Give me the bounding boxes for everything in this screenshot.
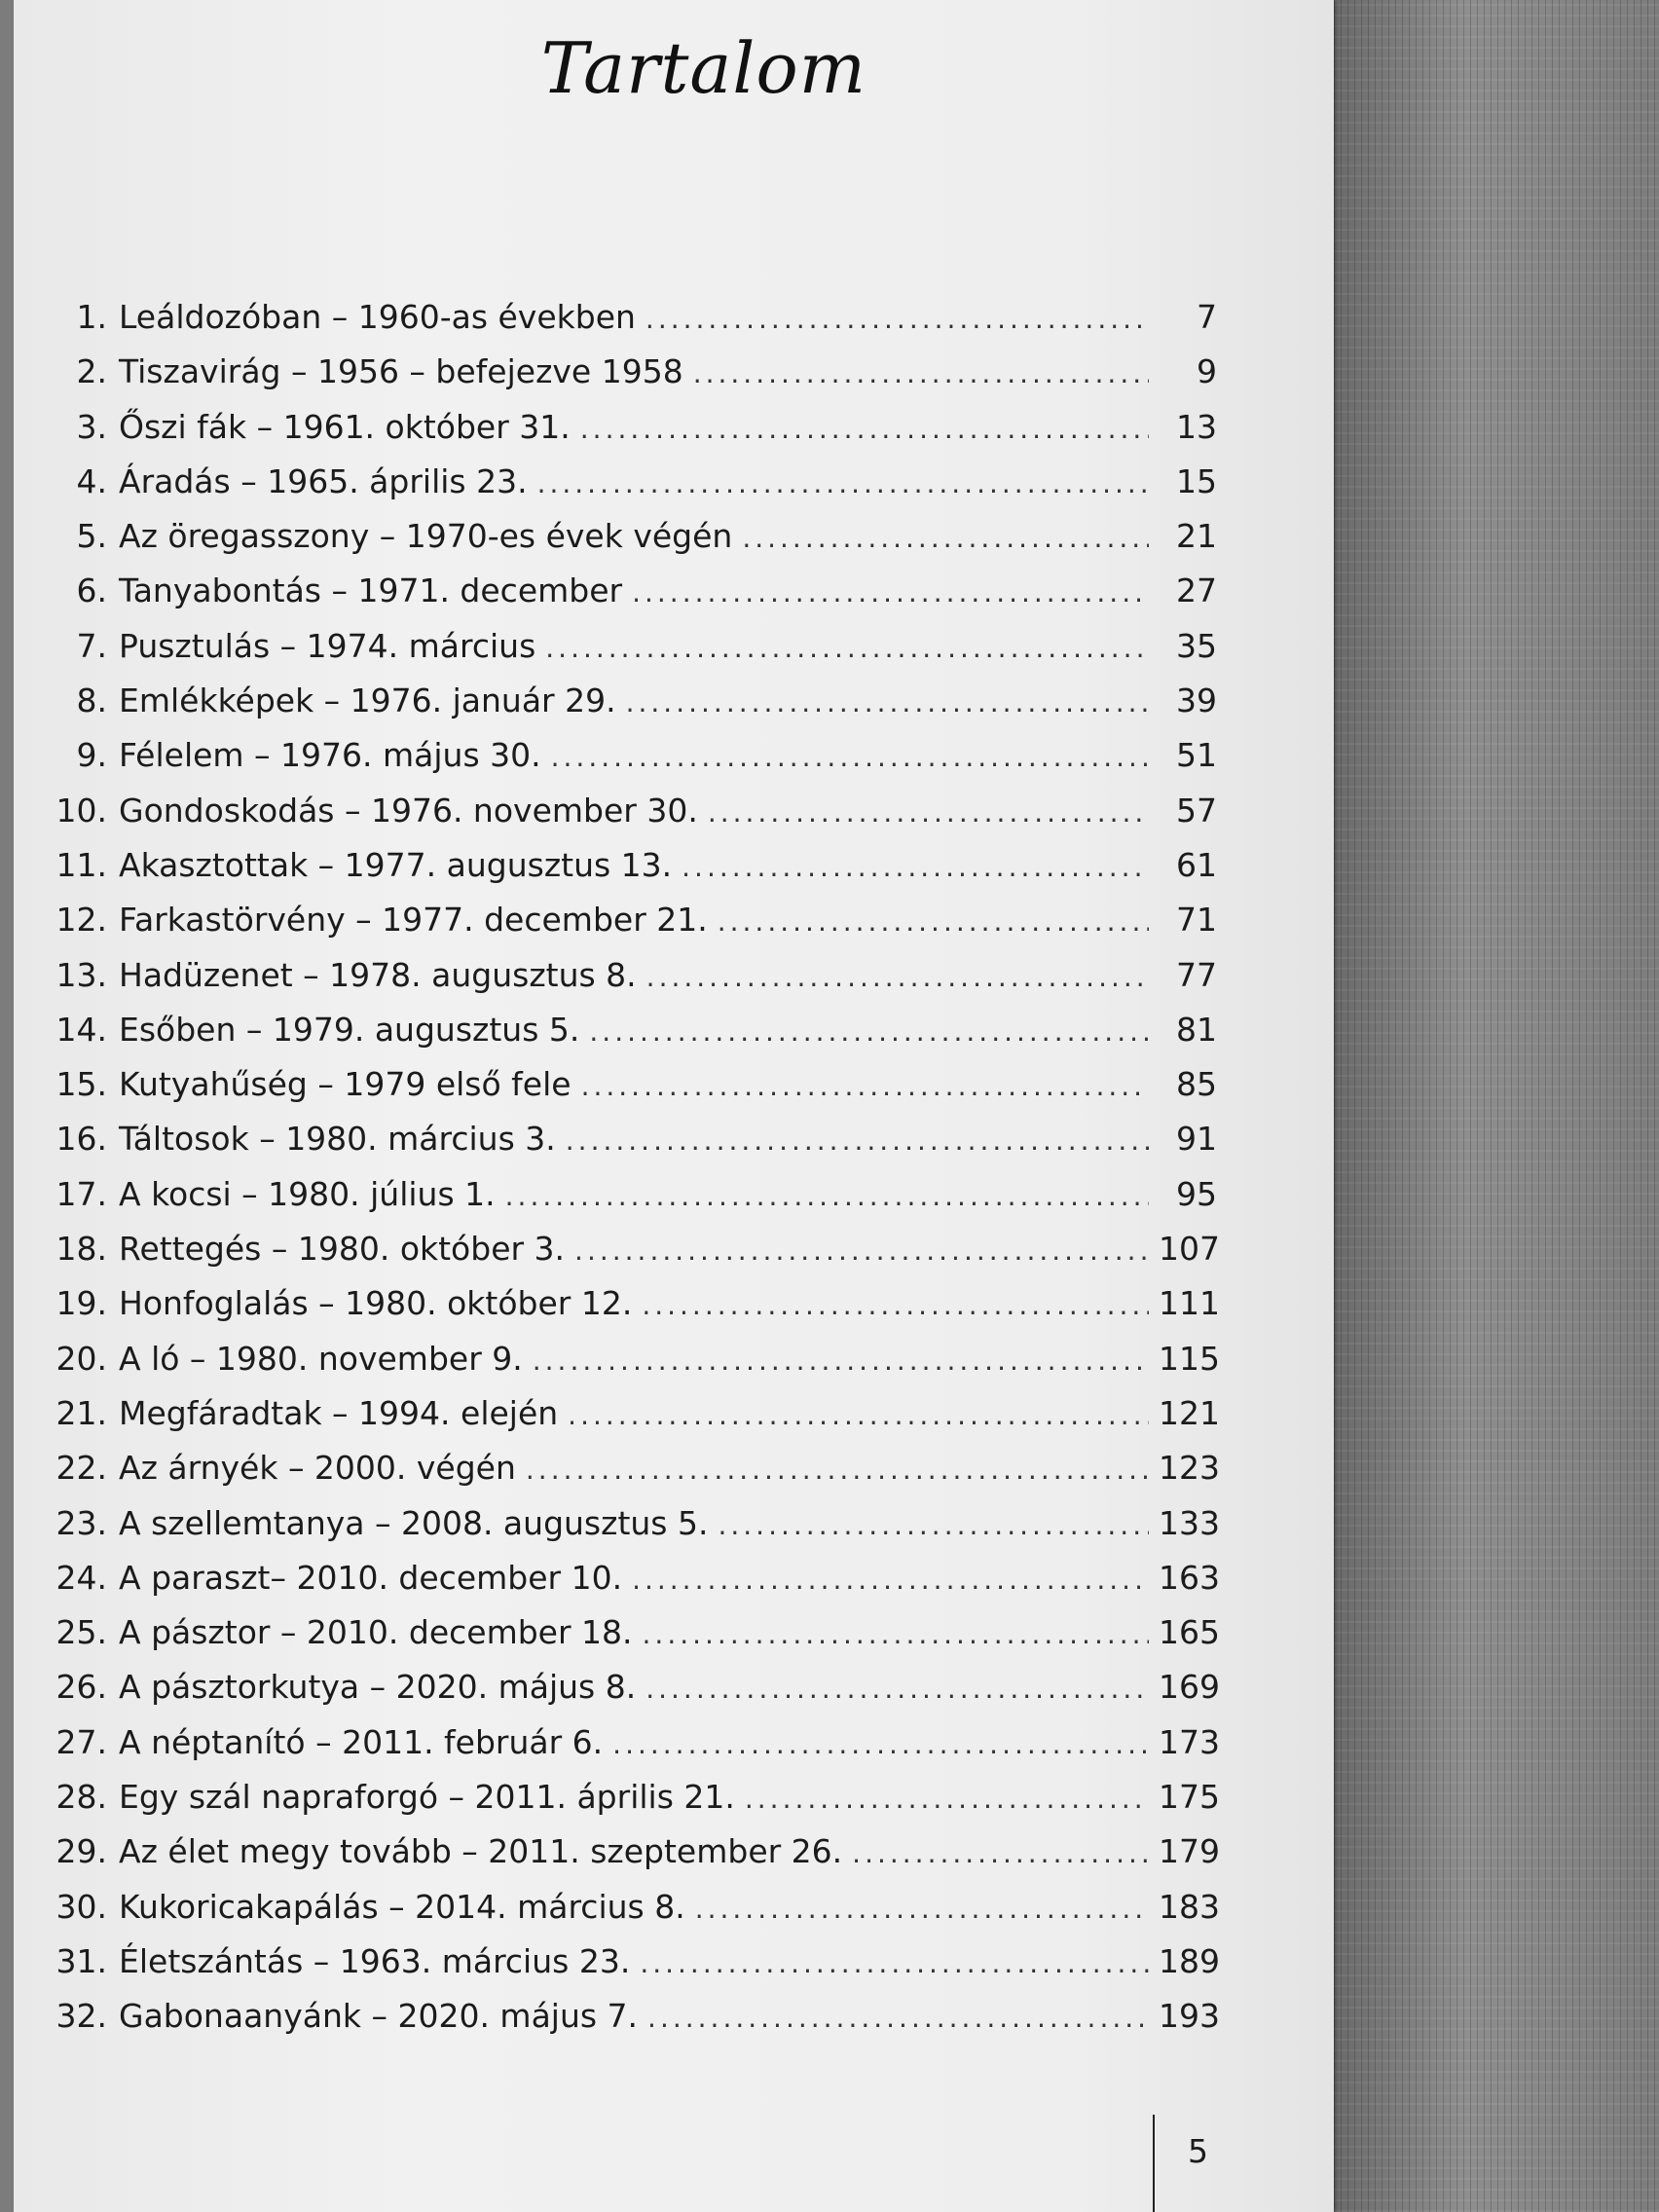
toc-entry-title: A pásztorkutya – 2020. május 8. xyxy=(119,1668,637,1707)
toc-dot-leader xyxy=(695,1893,1149,1925)
toc-entry xyxy=(39,462,1217,517)
toc-dot-leader xyxy=(718,1509,1149,1541)
toc-entry-number: 30. xyxy=(55,1887,107,1926)
toc-entry-number: 12. xyxy=(55,901,107,940)
toc-entry xyxy=(39,627,1217,682)
toc-entry-number: 22. xyxy=(55,1449,107,1488)
toc-entry-page: 39 xyxy=(1176,682,1217,720)
toc-entry xyxy=(39,1449,1220,1503)
toc-entry xyxy=(39,1503,1220,1559)
toc-dot-leader xyxy=(718,905,1149,938)
toc-entry-page: 85 xyxy=(1176,1065,1217,1104)
toc-entry-number: 26. xyxy=(55,1668,107,1707)
toc-entry xyxy=(39,682,1217,736)
toc-entry-title: Honfoglalás – 1980. október 12. xyxy=(119,1284,633,1323)
toc-entry-title: Életszántás – 1963. március 23. xyxy=(119,1941,631,1980)
toc-entry-page: 27 xyxy=(1176,571,1217,610)
toc-entry xyxy=(39,846,1217,901)
toc-entry-number: 31. xyxy=(55,1941,107,1980)
toc-entry-title: Hadüzenet – 1978. augusztus 8. xyxy=(119,955,637,994)
toc-dot-leader xyxy=(643,1618,1149,1650)
toc-entry-title: Esőben – 1979. augusztus 5. xyxy=(119,1010,580,1049)
toc-entry-title: Kukoricakapálás – 2014. március 8. xyxy=(119,1887,685,1926)
toc-entry-title: A ló – 1980. november 9. xyxy=(119,1339,523,1378)
toc-entry-number: 2. xyxy=(76,352,107,391)
toc-dot-leader xyxy=(551,741,1149,773)
toc-entry-number: 28. xyxy=(55,1778,107,1817)
toc-entry-number: 9. xyxy=(76,736,107,775)
toc-dot-leader xyxy=(589,1015,1149,1048)
toc-entry-number: 17. xyxy=(55,1174,107,1213)
toc-entry-number: 1. xyxy=(76,298,107,336)
toc-entry-title: Félelem – 1976. május 30. xyxy=(119,736,541,775)
toc-dot-leader xyxy=(693,357,1149,389)
toc-entry xyxy=(39,1941,1220,1997)
toc-entry-page: 13 xyxy=(1176,407,1217,446)
toc-dot-leader xyxy=(505,1180,1149,1212)
toc-dot-leader xyxy=(708,796,1149,829)
toc-entry-page: 175 xyxy=(1159,1778,1220,1817)
toc-entry xyxy=(39,901,1217,955)
toc-entry-page: 7 xyxy=(1197,298,1217,336)
toc-entry-number: 20. xyxy=(55,1339,107,1378)
toc-entry xyxy=(39,1230,1220,1284)
toc-entry-number: 14. xyxy=(55,1010,107,1049)
toc-entry xyxy=(39,1175,1217,1230)
toc-entry-title: A szellemtanya – 2008. augusztus 5. xyxy=(119,1503,709,1542)
toc-entry xyxy=(39,517,1217,571)
toc-entry xyxy=(39,736,1217,791)
toc-entry xyxy=(39,1997,1220,2051)
toc-entry-title: Gondoskodás – 1976. november 30. xyxy=(119,791,698,830)
toc-entry-number: 24. xyxy=(55,1558,107,1597)
toc-entry-title: Egy szál napraforgó – 2011. április 21. xyxy=(119,1778,735,1817)
toc-entry-title: A paraszt– 2010. december 10. xyxy=(119,1558,623,1597)
toc-dot-leader xyxy=(612,1728,1149,1760)
toc-entry-number: 15. xyxy=(55,1065,107,1104)
toc-entry-page: 21 xyxy=(1176,517,1217,556)
toc-entry-title: Tanyabontás – 1971. december xyxy=(119,571,623,610)
toc-entry-page: 91 xyxy=(1176,1120,1217,1159)
toc-entry xyxy=(39,1120,1217,1174)
toc-entry-number: 3. xyxy=(76,407,107,446)
toc-dot-leader xyxy=(640,1947,1149,1979)
book-page-edges xyxy=(1334,0,1659,2212)
toc-entry-number: 19. xyxy=(55,1284,107,1323)
toc-entry-number: 10. xyxy=(55,791,107,830)
toc-entry-page: 57 xyxy=(1176,791,1217,830)
toc-entry-page: 165 xyxy=(1159,1613,1220,1652)
toc-entry-title: Farkastörvény – 1977. december 21. xyxy=(119,901,708,940)
toc-entry-page: 189 xyxy=(1159,1941,1220,1980)
toc-entry xyxy=(39,571,1217,626)
toc-entry-page: 77 xyxy=(1176,955,1217,994)
toc-dot-leader xyxy=(626,686,1149,719)
toc-entry-number: 16. xyxy=(55,1120,107,1159)
toc-entry xyxy=(39,1011,1217,1065)
toc-entry-page: 95 xyxy=(1176,1174,1217,1213)
toc-entry-number: 11. xyxy=(55,845,107,884)
toc-entry-page: 173 xyxy=(1159,1722,1220,1761)
toc-entry-page: 121 xyxy=(1159,1393,1220,1432)
toc-entry-page: 133 xyxy=(1159,1503,1220,1542)
toc-entry xyxy=(39,352,1217,407)
toc-dot-leader xyxy=(745,1783,1149,1815)
toc-entry-title: A pásztor – 2010. december 18. xyxy=(119,1613,633,1652)
book-page xyxy=(14,0,1334,2212)
toc-dot-leader xyxy=(533,1345,1149,1377)
toc-entry-title: Emlékképek – 1976. január 29. xyxy=(119,682,616,720)
toc-dot-leader xyxy=(742,522,1149,554)
toc-entry-page: 51 xyxy=(1176,736,1217,775)
toc-entry xyxy=(39,298,1217,352)
toc-entry-number: 29. xyxy=(55,1832,107,1871)
toc-dot-leader xyxy=(852,1837,1149,1869)
toc-entry xyxy=(39,1393,1220,1449)
toc-entry-page: 183 xyxy=(1159,1887,1220,1926)
toc-dot-leader xyxy=(580,413,1149,445)
toc-entry xyxy=(39,1284,1220,1339)
toc-entry-page: 15 xyxy=(1176,461,1217,500)
toc-entry-title: Gabonaanyánk – 2020. május 7. xyxy=(119,1997,639,2036)
toc-entry-number: 25. xyxy=(55,1613,107,1652)
toc-entry-page: 71 xyxy=(1176,901,1217,940)
toc-entry-number: 18. xyxy=(55,1230,107,1269)
toc-dot-leader xyxy=(581,1070,1149,1102)
toc-entry xyxy=(39,1668,1220,1722)
toc-entry xyxy=(39,1339,1220,1394)
toc-entry-page: 193 xyxy=(1159,1997,1220,2036)
toc-entry-title: Megfáradtak – 1994. elején xyxy=(119,1393,559,1432)
toc-entry-page: 179 xyxy=(1159,1832,1220,1871)
page-number: 5 xyxy=(1188,2132,1208,2170)
toc-entry-number: 13. xyxy=(55,955,107,994)
footer-divider xyxy=(1153,2115,1155,2212)
toc-entry xyxy=(39,408,1217,462)
toc-dot-leader xyxy=(574,1235,1149,1267)
toc-dot-leader xyxy=(632,576,1149,608)
toc-entry-number: 8. xyxy=(76,682,107,720)
toc-entry-title: Őszi fák – 1961. október 31. xyxy=(119,407,571,446)
page-title: Tartalom xyxy=(540,27,866,109)
toc-entry-number: 23. xyxy=(55,1503,107,1542)
toc-entry-page: 123 xyxy=(1159,1449,1220,1488)
toc-entry-page: 115 xyxy=(1159,1339,1220,1378)
toc-entry-number: 6. xyxy=(76,571,107,610)
toc-dot-leader xyxy=(646,961,1149,993)
toc-entry xyxy=(39,1065,1217,1120)
toc-dot-leader xyxy=(568,1399,1149,1431)
toc-dot-leader xyxy=(642,1289,1149,1321)
toc-entry xyxy=(39,1887,1220,1942)
toc-dot-leader xyxy=(566,1124,1149,1157)
toc-entry xyxy=(39,792,1217,846)
toc-dot-leader xyxy=(682,851,1149,883)
toc-entry-page: 35 xyxy=(1176,626,1217,665)
toc-entry-title: Tiszavirág – 1956 – befejezve 1958 xyxy=(119,352,683,391)
toc-entry xyxy=(39,956,1217,1011)
toc-entry-number: 27. xyxy=(55,1722,107,1761)
toc-entry xyxy=(39,1722,1220,1778)
toc-entry-title: Az árnyék – 2000. végén xyxy=(119,1449,516,1488)
toc-entry-title: Az élet megy tovább – 2011. szeptember 26. xyxy=(119,1832,843,1871)
toc-entry-page: 111 xyxy=(1159,1284,1220,1323)
toc-entry-page: 169 xyxy=(1159,1668,1220,1707)
toc-entry-title: Kutyahűség – 1979 első fele xyxy=(119,1065,571,1104)
toc-entry-number: 21. xyxy=(55,1393,107,1432)
table-of-contents xyxy=(39,298,1220,2052)
toc-dot-leader xyxy=(645,303,1149,335)
toc-entry xyxy=(39,1832,1220,1887)
toc-entry xyxy=(39,1778,1220,1832)
toc-entry-page: 107 xyxy=(1159,1230,1220,1269)
toc-entry-title: Áradás – 1965. április 23. xyxy=(119,461,528,500)
toc-entry-title: A néptanító – 2011. február 6. xyxy=(119,1722,604,1761)
toc-entry-number: 7. xyxy=(76,626,107,665)
toc-entry-title: Rettegés – 1980. október 3. xyxy=(119,1230,566,1269)
toc-entry xyxy=(39,1558,1220,1613)
toc-dot-leader xyxy=(632,1564,1149,1596)
toc-entry-title: Leáldozóban – 1960-as években xyxy=(119,298,636,336)
toc-dot-leader xyxy=(537,467,1149,499)
toc-entry-number: 4. xyxy=(76,461,107,500)
toc-entry-title: Az öregasszony – 1970-es évek végén xyxy=(119,517,733,556)
toc-dot-leader xyxy=(526,1454,1149,1486)
toc-entry-title: Pusztulás – 1974. március xyxy=(119,626,536,665)
toc-entry xyxy=(39,1613,1220,1668)
toc-entry-title: Akasztottak – 1977. augusztus 13. xyxy=(119,845,673,884)
toc-entry-title: Táltosok – 1980. március 3. xyxy=(119,1120,556,1159)
toc-entry-page: 81 xyxy=(1176,1010,1217,1049)
toc-dot-leader xyxy=(545,632,1149,664)
toc-entry-page: 163 xyxy=(1159,1558,1220,1597)
toc-entry-page: 61 xyxy=(1176,845,1217,884)
toc-entry-page: 9 xyxy=(1197,352,1217,391)
toc-entry-number: 32. xyxy=(55,1997,107,2036)
toc-entry-title: A kocsi – 1980. július 1. xyxy=(119,1174,496,1213)
toc-dot-leader xyxy=(645,1673,1149,1705)
toc-entry-number: 5. xyxy=(76,517,107,556)
toc-dot-leader xyxy=(647,2002,1149,2034)
